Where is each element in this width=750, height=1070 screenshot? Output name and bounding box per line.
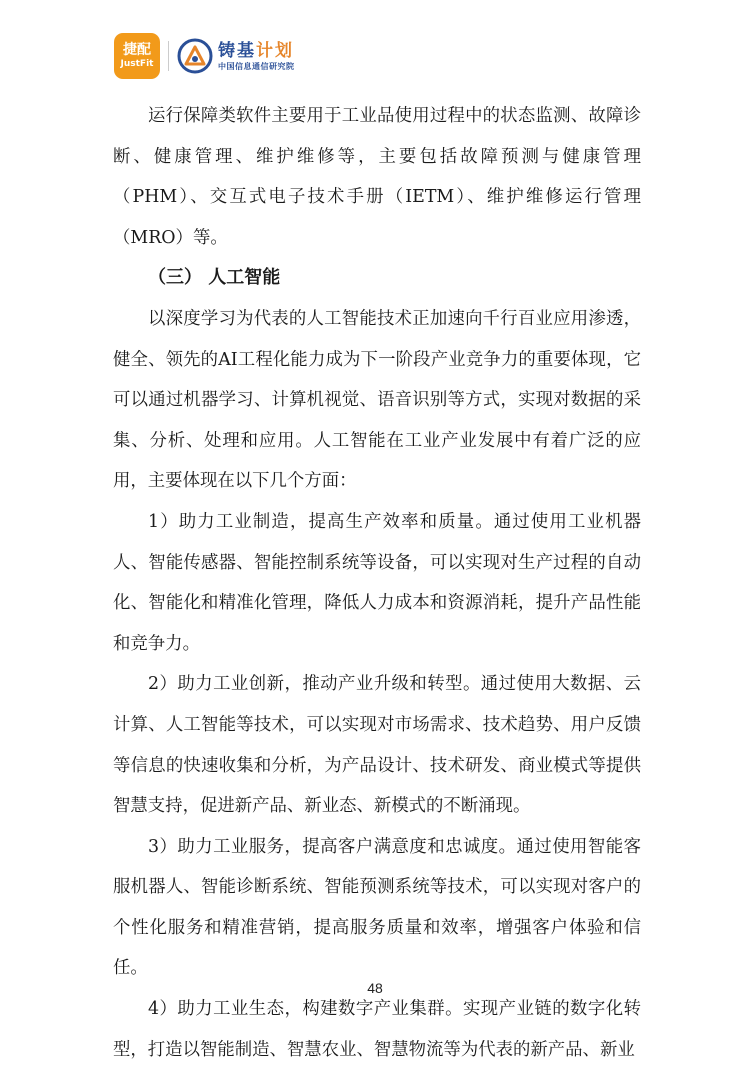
page-header (114, 33, 295, 79)
section-heading-ai: （三） 人工智能 (148, 267, 281, 289)
justfit-logo-cn: 捷配 (123, 42, 151, 58)
zhuji-title-b: 计划 (256, 40, 294, 61)
paragraph-item-1: 1）助力工业制造，提高生产效率和质量。通过使用工业机器人、智能传感器、智能控制系统等设备，可以实现对生产过程的自动化、智能化和精准化管理，降低人力成本和资源消耗，提升产品性能和竞争力。 (113, 511, 641, 654)
zhuji-title-a: 铸基 (218, 40, 256, 61)
justfit-logo (114, 33, 160, 79)
document-body (113, 96, 641, 1070)
paragraph-item-3: 3）助力工业服务，提高客户满意度和忠诚度。通过使用智能客服机器人、智能诊断系统、智能预测系统等技术，可以实现对客户的个性化服务和精准营销，提高服务质量和效率，增强客户体验和信任。 (113, 836, 641, 979)
zhuji-logo (177, 38, 295, 74)
paragraph-ops-software: 运行保障类软件主要用于工业品使用过程中的状态监测、故障诊断、健康管理、维护维修等，主要包括故障预测与健康管理（PHM）、交互式电子技术手册（IETM）、维护维修运行管理（MRO）等。 (113, 106, 641, 248)
logo-divider (168, 41, 169, 71)
page-number: 48 (367, 980, 383, 996)
paragraph-ai-intro: 以深度学习为代表的人工智能技术正加速向千行百业应用渗透，健全、领先的AI工程化能力成为下一阶段产业竞争力的重要体现，它可以通过机器学习、计算机视觉、语音识别等方式，实现对数据的采集、分析、处理和应用。人工智能在工业产业发展中有着广泛的应用，主要体现在以下几个方面： (113, 308, 641, 492)
justfit-logo-en: JustFit (120, 59, 154, 69)
zhuji-title (218, 41, 295, 61)
paragraph-item-4: 4）助力工业生态，构建数字产业集群。实现产业链的数字化转型，打造以智能制造、智慧农业、智慧物流等为代表的新产品、新业 (113, 999, 641, 1060)
zhuji-subtitle: 中国信息通信研究院 (218, 61, 295, 71)
paragraph-item-2: 2）助力工业创新，推动产业升级和转型。通过使用大数据、云计算、人工智能等技术，可以实现对市场需求、技术趋势、用户反馈等信息的快速收集和分析，为产品设计、技术研发、商业模式等提供智慧支持，促进新产品、新业态、新模式的不断涌现。 (113, 674, 641, 817)
zhuji-emblem-icon (177, 38, 213, 74)
